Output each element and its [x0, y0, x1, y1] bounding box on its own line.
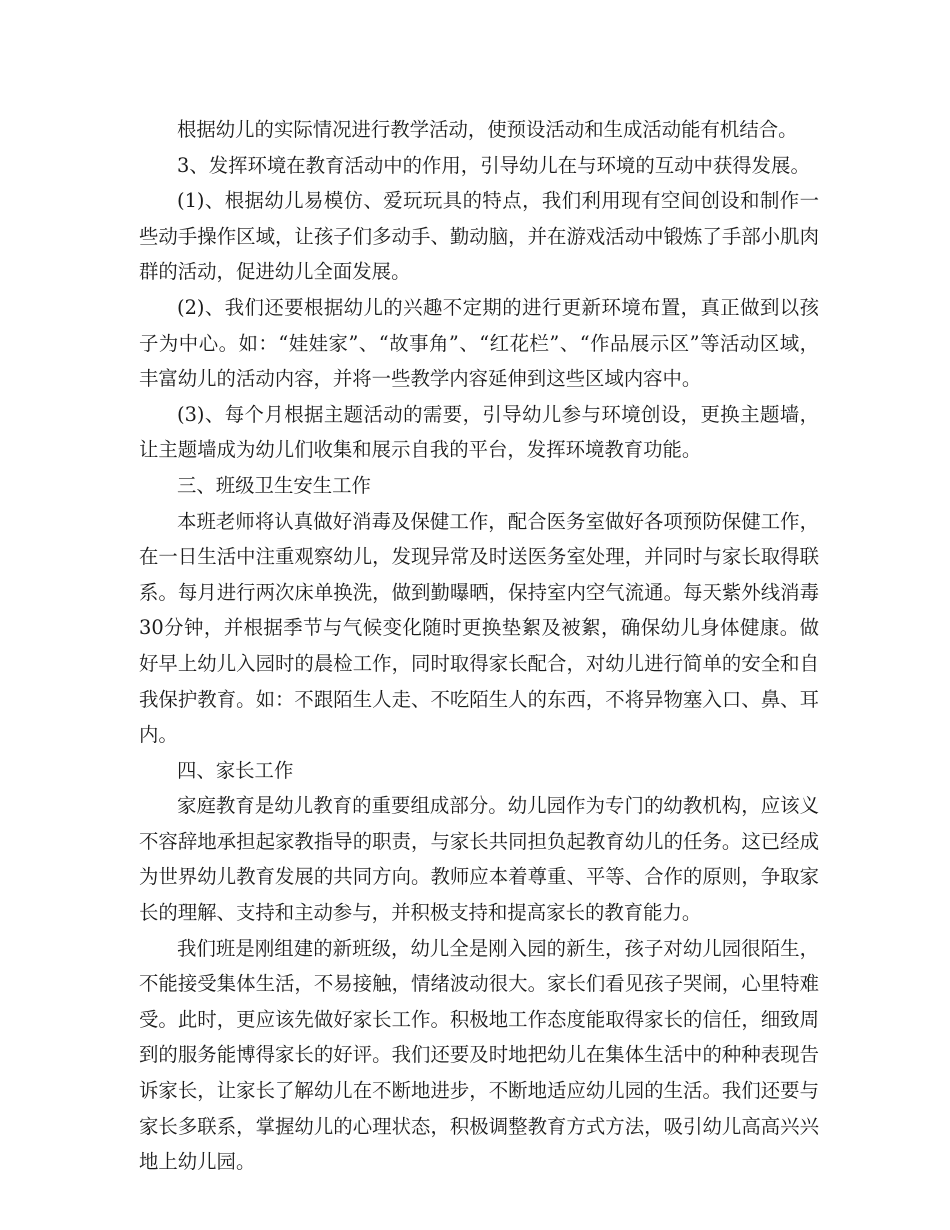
- paragraph-family-education: 家庭教育是幼儿教育的重要组成部分。幼儿园作为专门的幼教机构，应该义不容辞地承担起家教指导的职责，与家长共同担负起教育幼儿的任务。这已经成为世界幼儿教育发展的共同方向。教师应本着尊重、平等、合作的原则，争取家长的理解、支持和主动参与，并积极支持和提高家长的教育能力。: [139, 794, 819, 925]
- document-body: [139, 112, 819, 1180]
- paragraph-operation-areas: (1)、根据幼儿易模仿、爱玩玩具的特点，我们利用现有空间创设和制作一些动手操作区域，让孩子们多动手、勤动脑，并在游戏活动中锻炼了手部小肌肉群的活动，促进幼儿全面发展。: [139, 189, 819, 284]
- paragraph-theme-wall: (3)、每个月根据主题活动的需要，引导幼儿参与环境创设，更换主题墙，让主题墙成为幼儿们收集和展示自我的平台，发挥环境教育功能。: [139, 402, 819, 462]
- paragraph-hygiene-safety: 本班老师将认真做好消毒及保健工作，配合医务室做好各项预防保健工作，在一日生活中注重观察幼儿，发现异常及时送医务室处理，并同时与家长取得联系。每月进行两次床单换洗，做到勤曝晒，保持室内空气流通。每天紫外线消毒30分钟，并根据季节与气候变化随时更换垫絮及被絮，确保幼儿身体健康。做好早上幼儿入园时的晨检工作，同时取得家长配合，对幼儿进行简单的安全和自我保护教育。如：不跟陌生人走、不吃陌生人的东西，不将异物塞入口、鼻、耳内。: [139, 509, 819, 747]
- paragraph-environment-role: 3、发挥环境在教育活动中的作用，引导幼儿在与环境的互动中获得发展。: [177, 153, 810, 177]
- paragraph-new-class: 我们班是刚组建的新班级，幼儿全是刚入园的新生，孩子对幼儿园很陌生，不能接受集体生活，不易接触，情绪波动很大。家长们看见孩子哭闹，心里特难受。此时，更应该先做好家长工作。积极地工作态度能取得家长的信任，细致周到的服务能博得家长的好评。我们还要及时地把幼儿在集体生活中的种种表现告诉家长，让家长了解幼儿在不断地进步，不断地适应幼儿园的生活。我们还要与家长多联系，掌握幼儿的心理状态，积极调整教育方式方法，吸引幼儿高高兴兴地上幼儿园。: [139, 936, 819, 1174]
- paragraph-environment-layout: (2)、我们还要根据幼儿的兴趣不定期的进行更新环境布置，真正做到以孩子为中心。如：“娃娃家”、“故事角”、“红花栏”、“作品展示区”等活动区域，丰富幼儿的活动内容，并将一些教学内容延伸到这些区域内容中。: [139, 295, 819, 391]
- section-heading-hygiene-safety: 三、班级卫生安生工作: [177, 473, 371, 497]
- section-heading-parent-work: 四、家长工作: [177, 758, 294, 782]
- paragraph-teaching-activities: 根据幼儿的实际情况进行教学活动，使预设活动和生成活动能有机结合。: [177, 118, 798, 141]
